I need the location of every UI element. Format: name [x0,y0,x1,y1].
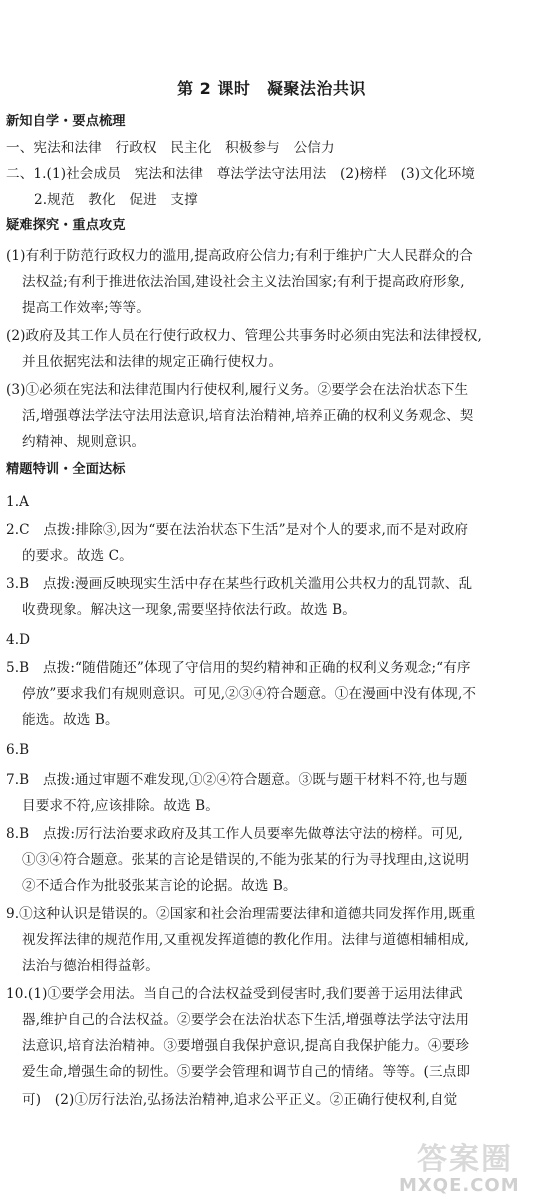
text-line: 提高工作效率;等等。 [22,300,150,316]
text-line: 10.(1)①要学会用法。当自己的合法权益受到侵害时,我们要善于运用法律武 [6,986,463,1002]
section-heading: 疑难探究・重点攻克 [6,218,126,233]
text-line: 2.规范 教化 促进 支撑 [34,192,198,208]
text-line: (2)政府及其工作人员在行使行政权力、管理公共事务时必须由宪法和法律授权, [6,328,482,344]
text-line: 1.A [6,494,30,510]
text-line: 二、1.(1)社会成员 宪法和法律 尊法学法守法用法 (2)榜样 (3)文化环境 [6,166,475,182]
text-line: 8.B 点拨:厉行法治要求政府及其工作人员要率先做尊法守法的榜样。可见, [6,826,463,842]
text-line: (1)有利于防范行政权力的滥用,提高政府公信力;有利于维护广大人民群众的合 [6,248,473,264]
text-line: 目要求不符,应该排除。故选 B。 [22,798,219,814]
text-line: (3)①必须在宪法和法律范围内行使权利,履行义务。②要学会在法治状态下生 [6,382,469,398]
text-line: 2.C 点拨:排除③,因为“要在法治状态下生活”是对个人的要求,而不是对政府 [6,522,469,538]
text-line: 视发挥法律的规范作用,又重视发挥道德的教化作用。法律与道德相辅相成, [22,932,470,948]
text-line: 4.D [6,632,31,648]
text-line: 6.B [6,742,30,758]
text-line: ②不适合作为批驳张某言论的论据。故选 B。 [22,878,297,894]
watermark-logo [389,1134,539,1196]
text-line: 可) (2)①厉行法治,弘扬法治精神,追求公平正义。②正确行使权利,自觉 [22,1092,458,1108]
text-line: 5.B 点拨:“随借随还”体现了守信用的契约精神和正确的权利义务观念;“有序 [6,660,471,676]
text-line: 收费现象。解决这一现象,需要坚持依法行政。故选 B。 [22,602,356,618]
text-line: 3.B 点拨:漫画反映现实生活中存在某些行政机关滥用公共权力的乱罚款、乱 [6,576,473,592]
watermark-logo-domain: MXQE.COM [399,1175,520,1196]
text-line: 并且依据宪法和法律的规定正确行使权力。 [22,354,283,370]
text-line: ①③④符合题意。张某的言论是错误的,不能为张某的行为寻找理由,这说明 [22,852,470,868]
section-heading: 精题特训・全面达标 [6,462,126,477]
section-heading: 新知自学・要点梳理 [6,114,126,129]
watermark-logo-text: 答案圈 [417,1142,513,1177]
text-line: 法意识,培育法治精神。③要增强自我保护意识,提高自我保护能力。④要珍 [22,1038,470,1054]
text-line: 能选。故选 B。 [22,712,119,728]
text-line: 一、宪法和法律 行政权 民主化 积极参与 公信力 [6,140,335,156]
text-line: 的要求。故选 C。 [22,548,133,564]
text-line: 约精神、规则意识。 [22,434,146,450]
text-line: 7.B 点拨:通过审题不难发现,①②④符合题意。③既与题干材料不符,也与题 [6,772,468,788]
text-line: 法权益;有利于推进依法治国,建设社会主义法治国家;有利于提高政府形象, [22,274,465,290]
text-line: 法治与德治相得益彰。 [22,958,159,974]
text-line: 停放”要求我们有规则意识。可见,②③④符合题意。①在漫画中没有体现,不 [22,686,477,702]
text-line: 活,增强尊法学法守法用法意识,培育法治精神,培养正确的权利义务观念、契 [22,408,474,424]
page-title: 第 2 课时 凝聚法治共识 [177,79,366,98]
text-line: 器,维护自己的合法权益。②要学会在法治状态下生活,增强尊法学法守法用 [22,1012,470,1028]
text-line: 爱生命,增强生命的韧性。⑤要学会管理和调节自己的情绪。等等。(三点即 [22,1064,471,1080]
text-line: 9.①这种认识是错误的。②国家和社会治理需要法律和道德共同发挥作用,既重 [6,906,476,922]
